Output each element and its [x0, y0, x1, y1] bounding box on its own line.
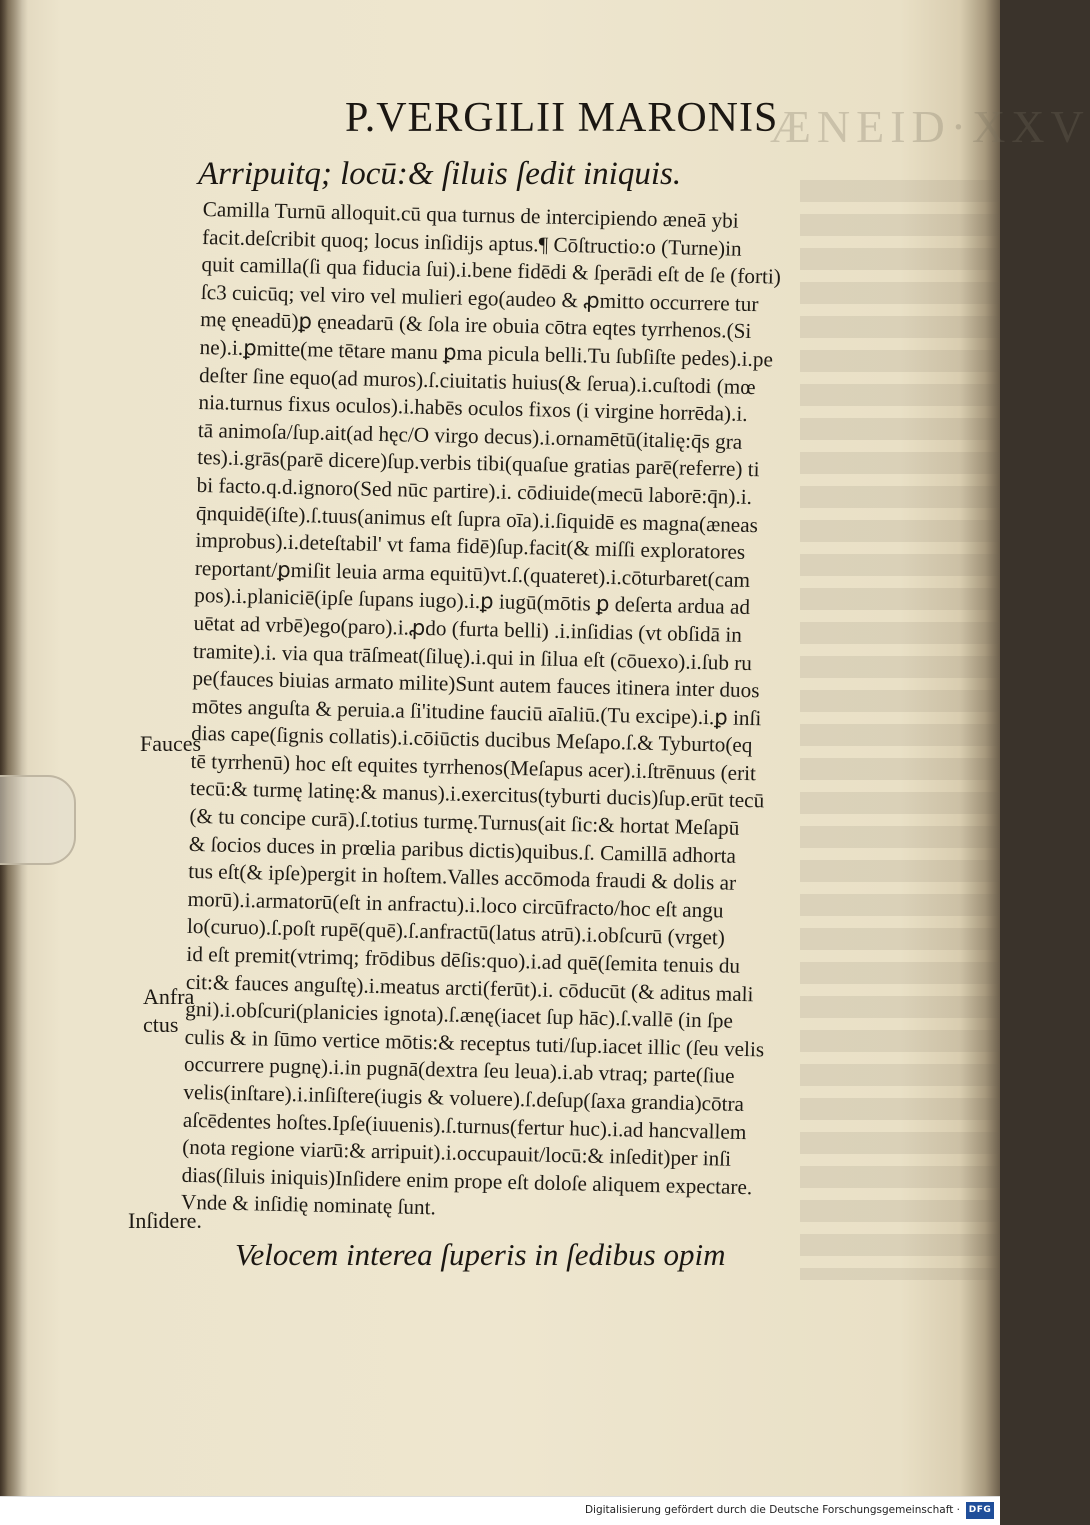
bleed-through-text: ÆNEID·XXV	[770, 101, 1090, 152]
commentary-line: pe(fauces biuias armato milite)Sunt autem fauces itinera inter duos	[192, 665, 760, 703]
commentary-line: facit.deſcribit quoq; locus inſidijs aptus.¶ Cōſtructio:o (Turne)in	[201, 224, 742, 261]
commentary-line: id eſt premit(vtrimq; frōdibus dēſis:quo).i.ad quē(ſemita tenuis du	[186, 941, 741, 978]
commentary-line: nia.turnus fixus oculos).i.habēs oculos fixos (i virgine horrēda).i.	[198, 390, 748, 427]
commentary-line: (nota regione viarū:& arripuit).i.occupauit/locū:& inſedit)per inſi	[181, 1134, 732, 1171]
footer-bar	[0, 1496, 1000, 1525]
commentary-line: lo(curuo).ſ.poſt rupē(quē).ſ.anfractū(latus atrū).i.obſcurū (vrget)	[186, 914, 726, 950]
commentary-line: tus eſt(& ipſe)pergit in hoſtem.Valles accōmoda fraudi & dolis ar	[188, 859, 737, 896]
verse-line-last: Velocem interea ſuperis in ſedibus opim	[235, 1237, 726, 1272]
commentary-line: dias(ſiluis iniquis)Inſidere enim prope eſt doloſe aliquem expectare.	[181, 1162, 753, 1199]
commentary-line: (& tu concipe curā).ſ.totius turmę.Turnus(ait ſic:& hortat Meſapū	[189, 803, 740, 840]
commentary-line: gni).i.obſcuri(planicies ignota).ſ.ænę(iacet ſup hāc).ſ.vallē (in ſpe	[184, 997, 734, 1033]
commentary-line: quit camilla(ſi qua fiducia ſui).i.bene fidēdi & ſperādi eſt de ſe (forti)	[201, 252, 782, 289]
funding-credit: Digitalisierung gefördert durch die Deutsche Forschungsgemeinschaft ·	[584, 1504, 960, 1516]
commentary-line: tramite).i. via qua trāſmeat(ſiluę).i.qui in ſilua eſt (cōuexo).i.ſub ru	[192, 638, 753, 675]
commentary-line: tecū:& turmę latinę:& manus).i.exercitus(tyburti ducis)ſup.erūt tecū	[189, 776, 765, 813]
dfg-logo[interactable]: DFG	[966, 1502, 994, 1519]
commentary-line: & ſocios duces in prœlia paribus dictis)quibus.ſ. Camillā adhorta	[188, 831, 737, 868]
commentary-line: occurrere pugnę).i.in pugnā(dextra ſeu leua).i.ab vtraq; parte(ſiue	[183, 1052, 735, 1089]
verse-line-first: Arripuitq; locū:& ſiluis ſedit iniquis.	[198, 156, 682, 192]
commentary-line: velis(inſtare).i.inſiſtere(iugis & voluere).ſ.deſup(ſaxa grandia)cōtra	[183, 1079, 745, 1117]
binding-shadow	[0, 0, 28, 1496]
commentary-line: tā animoſa/ſup.ait(ad hęc/O virgo decus).i.ornamētū(italię:q̄s gra	[197, 417, 743, 454]
commentary-line: culis & in ſūmo vertice mōtis:& receptus tuti/ſup.iacet illic (ſeu velis	[184, 1024, 765, 1062]
margin-note-anfractus-part2: ctus	[143, 1012, 179, 1037]
commentary-line: bi facto.q.d.ignoro(Sed nūc partire).i. cōdiuide(mecū laborē:q̄n).i.	[196, 472, 753, 509]
commentary-line: reportant/ꝑmiſit leuia arma equitū)vt.ſ.(quateret).i.cōturbaret(cam	[194, 555, 751, 592]
commentary-line: pos).i.planiciē(ipſe ſupans iugo).i.ꝑ iugū(mōtis ꝑ deſerta ardua ad	[194, 583, 751, 620]
commentary-line: morū).i.armatorū(eſt in anfractu).i.loco circūfracto/hoc eſt angu	[187, 886, 724, 923]
margin-note-anfractus-part1: Anfra	[143, 984, 195, 1009]
page-title: P.VERGILII MARONIS	[345, 95, 779, 141]
commentary-line: cit:& fauces anguſtę).i.meatus arcti(ferūt).i. cōducūt (& aditus mali	[185, 969, 754, 1006]
page-tab-marker	[0, 775, 76, 865]
commentary-line: mę ęneadū)ꝑ ęneadarū (& ſola ire obuia cōtra eqtes tyrrhenos.(Si	[200, 307, 752, 344]
margin-note-insidere: Inſidere.	[128, 1208, 202, 1233]
commentary-line: dias cape(ſignis collatis).i.cōiūctis ducibus Meſapo.ſ.& Tyburto(eq	[191, 721, 753, 758]
commentary-line: improbus).i.deteſtabil' vt fama fidē)ſup.facit(& miſſi exploratores	[195, 528, 746, 565]
commentary-line: ne).i.ꝑmitte(me tētare manu ꝑma picula belli.Tu ſubſiſte pedes).i.pe	[199, 334, 774, 372]
commentary-block	[181, 196, 928, 1233]
commentary-line: ſc3 cuicūq; vel viro vel mulieri ego(audeo & ꝓmitto occurrere tur	[200, 279, 759, 316]
commentary-line: aſcēdentes hoſtes.Ipſe(iuuenis).ſ.turnus(fertur huc).i.ad hancvallem	[182, 1107, 747, 1144]
commentary-line: Camilla Turnū alloquit.cū qua turnus de intercipiendo æneā ybi	[202, 196, 739, 233]
commentary-line: q̄nquidē(iſte).ſ.tuus(animus eſt ſupra oīa).i.ſiquidē es magna(æneas	[195, 500, 759, 537]
commentary-line: uētat ad vrbē)ego(paro).i.ꝓdo (furta belli) .i.inſidias (vt obſidā in	[193, 610, 743, 647]
margin-note-fauces: Fauces	[140, 731, 202, 756]
commentary-line: tes).i.grās(parē dicere)ſup.verbis tibi(quaſue gratias parē(referre) ti	[197, 445, 760, 482]
commentary-line: Vnde & inſidię nominatę ſunt.	[180, 1190, 437, 1220]
commentary-line: mōtes anguſta & peruia.a ſi'itudine fauciū aīaliū.(Tu excipe).i.ꝑ inſi	[191, 693, 762, 730]
commentary-line: deſter ſine equo(ad muros).ſ.ciuitatis huius(& ſerua).i.cuſtodi (mœ	[198, 362, 756, 399]
commentary-line: tē tyrrhenū) hoc eſt equites tyrrhenos(Meſapus acer).i.ſtrēnuus (erit	[190, 748, 757, 786]
